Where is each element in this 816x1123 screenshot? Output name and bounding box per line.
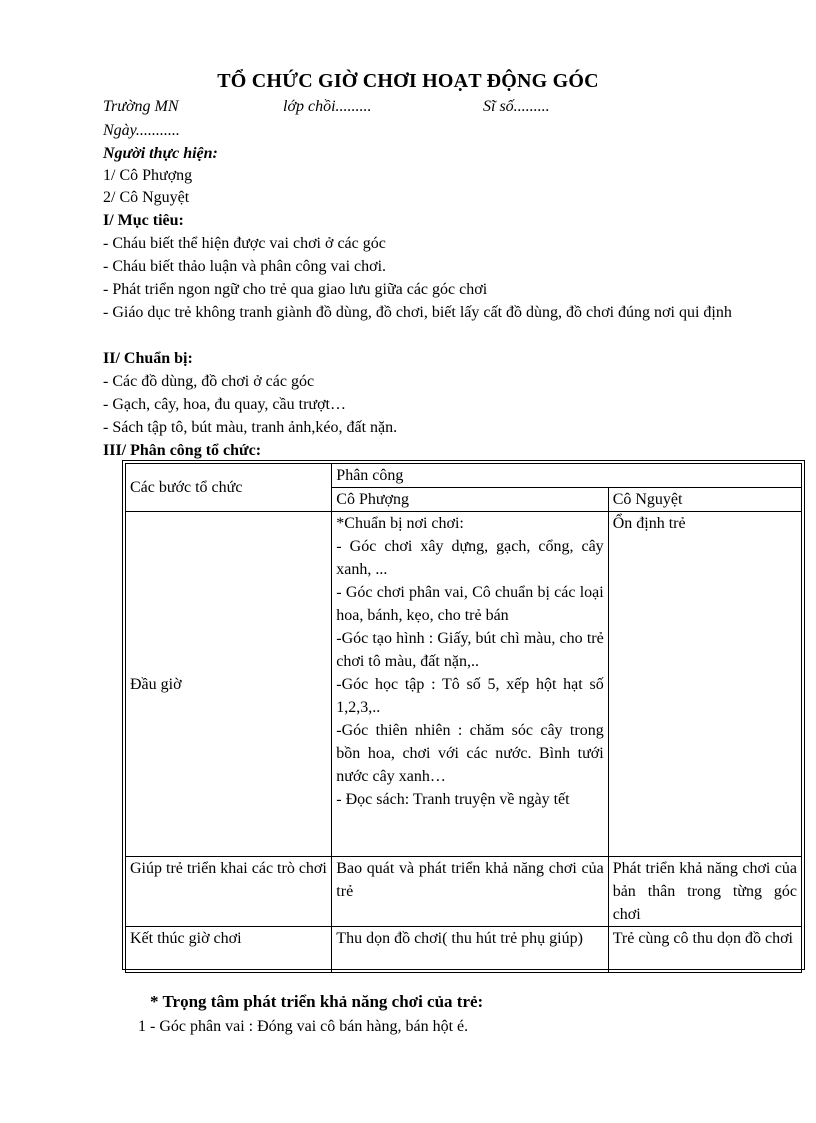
list-item: Thu dọn đồ chơi( thu hút trẻ phụ giúp) [336, 930, 583, 947]
header-line [103, 96, 550, 118]
list-item: - Đọc sách: Tranh truyện về ngày tết [336, 791, 570, 808]
step-cell: Đầu giờ [126, 512, 332, 857]
objectives-heading: I/ Mục tiêu: [103, 212, 184, 229]
nguyet-cell: Ổn định trẻ [608, 512, 801, 857]
class-field: lớp chồi......... [283, 98, 372, 115]
prep-item: - Gạch, cây, hoa, đu quay, cầu trượt… [103, 396, 346, 413]
table-row [126, 927, 802, 973]
date-field: Ngày........... [103, 122, 180, 139]
nguyet-cell: Trẻ cùng cô thu dọn đồ chơi [608, 927, 801, 973]
assign-heading: III/ Phân công tổ chức: [103, 442, 262, 459]
count-field: Sĩ số......... [483, 98, 550, 115]
step-cell: Kết thúc giờ chơi [126, 927, 332, 973]
page-title: TỔ CHỨC GIỜ CHƠI HOẠT ĐỘNG GÓC [217, 70, 599, 92]
step-cell: Giúp trẻ triển khai các trò chơi [126, 857, 332, 927]
focus-heading: * Trọng tâm phát triển khả năng chơi của trẻ: [150, 992, 484, 1011]
header-assign: Phân công [332, 464, 802, 488]
school-field: Trường MN [103, 98, 179, 115]
executor-item: 2/ Cô Nguyệt [103, 189, 190, 206]
list-item: - Góc chơi phân vai, Cô chuẩn bị các loại hoa, bánh, kẹo, cho trẻ bán [336, 584, 604, 624]
table-row [126, 857, 802, 927]
objective-item: - Cháu biết thể hiện được vai chơi ở các góc [103, 235, 386, 252]
nguyet-cell: Phát triển khả năng chơi của bản thân trong từng góc chơi [608, 857, 801, 927]
header-steps: Các bước tổ chức [126, 464, 332, 512]
objective-item: - Phát triển ngon ngữ cho trẻ qua giao lưu giữa các góc chơi [103, 281, 488, 298]
list-item: -Góc học tập : Tô số 5, xếp hột hạt số 1,2,3,.. [336, 676, 604, 716]
list-item: -Góc tạo hình : Giấy, bút chì màu, cho trẻ chơi tô màu, đất nặn,.. [336, 630, 604, 670]
executor-label: Người thực hiện: [103, 145, 218, 162]
prep-heading: II/ Chuẩn bị: [103, 350, 193, 367]
objective-item: - Cháu biết thảo luận và phân công vai chơi. [103, 258, 387, 275]
header-phuong: Cô Phượng [332, 488, 608, 512]
prep-item: - Các đồ dùng, đồ chơi ở các góc [103, 373, 315, 390]
list-item: - Góc chơi xây dựng, gạch, cổng, cây xanh, ... [336, 538, 604, 578]
focus-line: 1 - Góc phân vai : Đóng vai cô bán hàng, bán hột é. [138, 1018, 469, 1035]
table-row [126, 512, 802, 857]
list-item: -Góc thiên nhiên : chăm sóc cây trong bồn hoa, chơi với các nước. Bình tưới nước cây xanh… [336, 722, 604, 785]
phuong-cell [332, 927, 608, 973]
assignment-table [122, 460, 805, 970]
prep-item: - Sách tập tô, bút màu, tranh ảnh,kéo, đất nặn. [103, 419, 398, 436]
objective-item: - Giáo dục trẻ không tranh giành đồ dùng, đồ chơi, biết lấy cất đồ dùng, đồ chơi đúng nơi qui định [103, 304, 732, 321]
phuong-cell [332, 512, 608, 857]
list-item: *Chuẩn bị nơi chơi: [336, 515, 464, 532]
header-nguyet: Cô Nguyệt [608, 488, 801, 512]
list-item: Bao quát và phát triển khả năng chơi của trẻ [336, 860, 604, 900]
phuong-cell [332, 857, 608, 927]
executor-item: 1/ Cô Phượng [103, 167, 193, 184]
